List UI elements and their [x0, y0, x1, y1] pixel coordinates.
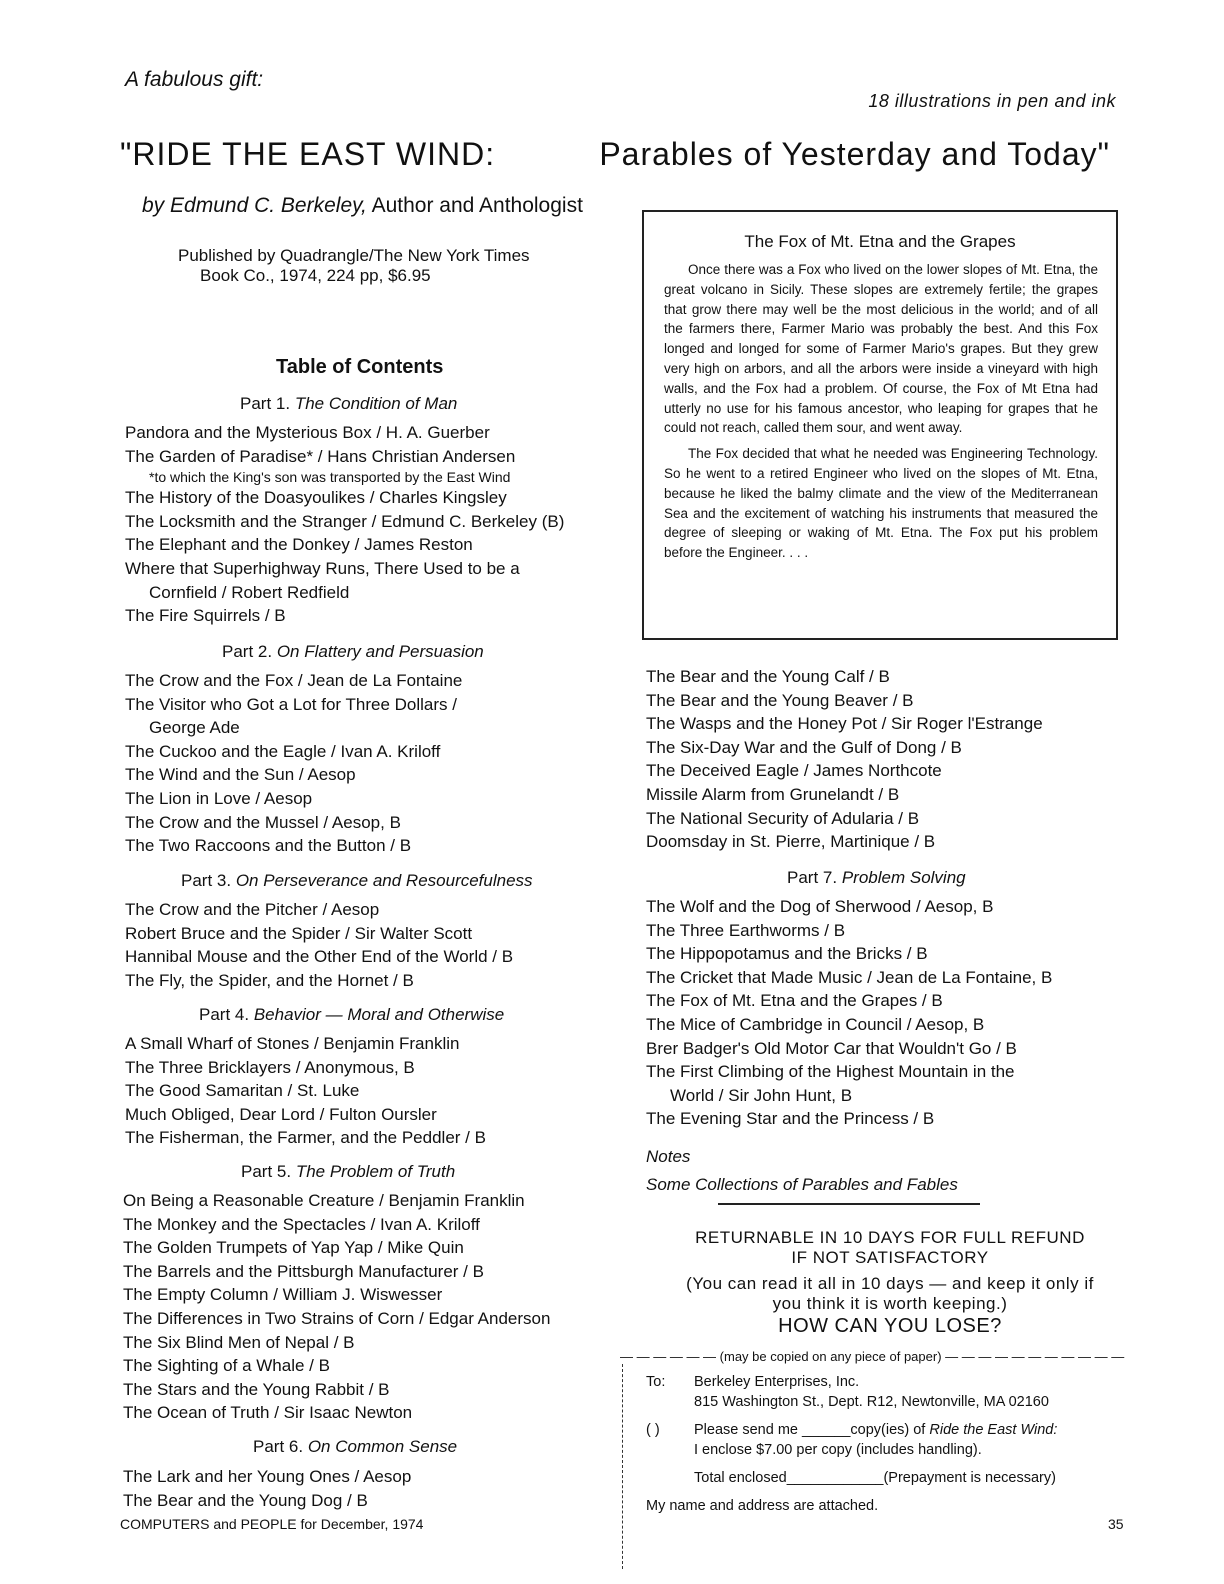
list-item: The Crow and the Pitcher / Aesop: [125, 900, 380, 919]
send-copies-text: Please send me ______copy(ies) of: [694, 1422, 926, 1438]
publication-line-2: Book Co., 1974, 224 pp, $6.95: [200, 266, 431, 285]
refund-slogan: HOW CAN YOU LOSE?: [778, 1315, 1002, 1337]
list-item: On Being a Reasonable Creature / Benjamin Franklin: [123, 1191, 525, 1210]
to-label: To:: [646, 1374, 666, 1390]
list-item: The Six-Day War and the Gulf of Dong / B: [646, 737, 962, 757]
list-item: The Sighting of a Whale / B: [123, 1356, 330, 1376]
name-address-note: My name and address are attached.: [646, 1498, 879, 1514]
part-name: Behavior — Moral and Otherwise: [253, 1005, 505, 1024]
list-item: The Wasps and the Honey Pot / Sir Roger l'Estrange: [646, 714, 1043, 734]
publication-info: [178, 246, 530, 286]
list-item: The Cuckoo and the Eagle / Ivan A. Kriloff: [125, 741, 441, 761]
list-item: The Two Raccoons and the Button / B: [125, 836, 412, 856]
part-heading-3: [181, 871, 533, 891]
list-item-continued: World / Sir John Hunt, B: [670, 1085, 853, 1105]
excerpt-body: [664, 260, 1098, 569]
part-name: The Condition of Man: [294, 394, 458, 413]
coupon-cut-line: — — — — — — (may be copied on any piece of paper) — — — — — — — — — — —: [620, 1349, 1125, 1364]
company-name: Berkeley Enterprises, Inc.: [694, 1374, 860, 1390]
page-number: 35: [1108, 1516, 1124, 1532]
order-form: [646, 1372, 1057, 1516]
list-item: A Small Wharf of Stones / Benjamin Franklin: [125, 1034, 460, 1053]
list-item: The Six Blind Men of Nepal / B: [123, 1332, 355, 1352]
refund-line-1: RETURNABLE IN 10 DAYS FOR FULL REFUND: [695, 1228, 1085, 1247]
list-item: Robert Bruce and the Spider / Sir Walter Scott: [125, 923, 473, 943]
list-item: The Good Samaritan / St. Luke: [125, 1081, 360, 1101]
excerpt-title: The Fox of Mt. Etna and the Grapes: [744, 232, 1016, 251]
list-item: The Cricket that Made Music / Jean de La Fontaine, B: [646, 967, 1053, 987]
part-5-list: [123, 1189, 550, 1425]
notes-entry: Notes: [646, 1147, 691, 1166]
part-name: On Perseverance and Resourcefulness: [235, 871, 533, 890]
list-item: The History of the Doasyoulikes / Charles Kingsley: [125, 488, 507, 508]
list-item: Where that Superhighway Runs, There Used to be a: [125, 558, 520, 578]
list-item: The Crow and the Mussel / Aesop, B: [125, 812, 401, 832]
excerpt-paragraph: The Fox decided that what he needed was Engineering Technology. So he went to a retired Engineer who lived on the slopes of Mt. Etna, because he liked the balmy climate and the view of the Mediterranean Sea and the excitement of watching his instruments that measured the degree of sleeping or waking of Mt. Etna. The Fox put his problem before the Engineer. . . .: [664, 446, 1098, 561]
list-item: The Elephant and the Donkey / James Reston: [125, 535, 473, 555]
list-item: Much Obliged, Dear Lord / Fulton Oursler: [125, 1104, 437, 1124]
part-heading-5: [241, 1162, 455, 1182]
toc-title: Table of Contents: [276, 356, 444, 378]
part-3-list: [125, 898, 513, 992]
byline-role: Author and Anthologist: [371, 194, 583, 217]
order-checkbox[interactable]: ( ): [646, 1422, 660, 1438]
back-matter: [646, 1143, 958, 1199]
list-item: The Three Bricklayers / Anonymous, B: [125, 1057, 415, 1077]
list-item: Missile Alarm from Grunelandt / B: [646, 784, 900, 804]
list-item: The Locksmith and the Stranger / Edmund C. Berkeley (B): [125, 511, 565, 531]
byline: [142, 194, 583, 218]
list-item: The Hippopotamus and the Bricks / B: [646, 944, 928, 964]
part-label: Part 2.: [222, 642, 273, 661]
byline-by: by: [142, 194, 165, 217]
list-item: The Three Earthworms / B: [646, 920, 846, 940]
list-item: The Bear and the Young Dog / B: [123, 1490, 368, 1510]
list-item: The Visitor who Got a Lot for Three Dollars /: [125, 694, 457, 714]
book-title: [120, 136, 1110, 173]
part-heading-4: [199, 1005, 504, 1025]
refund-line-3: (You can read it all in 10 days — and keep it only if: [686, 1274, 1094, 1293]
part-name: On Flattery and Persuasion: [276, 642, 484, 661]
coupon-vertical-cut-line: [622, 1364, 623, 1569]
book-title-main: "RIDE THE EAST WIND:: [120, 136, 496, 172]
enclose-text: I enclose $7.00 per copy (includes handling).: [694, 1442, 982, 1458]
list-item: The First Climbing of the Highest Mountain in the: [646, 1062, 1015, 1082]
list-item: The Mice of Cambridge in Council / Aesop, B: [646, 1014, 985, 1034]
part-label: Part 6.: [253, 1437, 304, 1456]
part-label: Part 3.: [181, 871, 232, 890]
tagline-right: 18 illustrations in pen and ink: [868, 91, 1116, 111]
part-name: On Common Sense: [307, 1437, 458, 1456]
list-item: The Barrels and the Pittsburgh Manufacturer / B: [123, 1261, 484, 1281]
refund-line-2: IF NOT SATISFACTORY: [791, 1248, 989, 1267]
part-heading-7: [787, 868, 966, 888]
list-item: The Ocean of Truth / Sir Isaac Newton: [123, 1403, 413, 1423]
part-heading-6: [253, 1437, 457, 1457]
send-copies-title: Ride the East Wind:: [929, 1422, 1058, 1438]
publication-line-1: Published by Quadrangle/The New York Times: [178, 246, 530, 265]
list-item: The Crow and the Fox / Jean de La Fontaine: [125, 671, 463, 690]
part-label: Part 1.: [240, 394, 291, 413]
refund-notice: [650, 1228, 1130, 1336]
part-6-list-left: [123, 1465, 411, 1512]
list-item: The Lark and her Young Ones / Aesop: [123, 1467, 412, 1486]
list-item: The Garden of Paradise* / Hans Christian Andersen: [125, 446, 516, 466]
part-2-list: [125, 669, 462, 858]
refund-line-4: you think it is worth keeping.): [772, 1294, 1008, 1313]
list-item: The Differences in Two Strains of Corn / Edgar Anderson: [123, 1308, 551, 1328]
part-1-list: [125, 421, 564, 628]
list-item: The Empty Column / William J. Wiswesser: [123, 1285, 443, 1305]
list-item: The Fisherman, the Farmer, and the Peddler / B: [125, 1128, 486, 1148]
part-name: The Problem of Truth: [295, 1162, 456, 1181]
list-item: Pandora and the Mysterious Box / H. A. Guerber: [125, 423, 490, 442]
list-item-continued: Cornfield / Robert Redfield: [149, 582, 350, 602]
list-item: The Bear and the Young Calf / B: [646, 667, 890, 686]
company-address: 815 Washington St., Dept. R12, Newtonville, MA 02160: [694, 1394, 1049, 1410]
list-item: The Fox of Mt. Etna and the Grapes / B: [646, 991, 943, 1011]
part-name: Problem Solving: [841, 868, 966, 887]
tagline-left: A fabulous gift:: [125, 68, 264, 91]
list-item: Hannibal Mouse and the Other End of the World / B: [125, 947, 514, 967]
list-item: The Bear and the Young Beaver / B: [646, 690, 914, 710]
list-item: The Stars and the Young Rabbit / B: [123, 1379, 390, 1399]
part-7-list: [646, 895, 1052, 1131]
excerpt-box: [642, 210, 1118, 640]
list-item: The Lion in Love / Aesop: [125, 788, 313, 808]
part-label: Part 7.: [787, 868, 838, 887]
list-item: The Golden Trumpets of Yap Yap / Mike Quin: [123, 1238, 464, 1258]
part-4-list: [125, 1032, 486, 1150]
part-heading-1: [240, 394, 457, 414]
footer-publication: COMPUTERS and PEOPLE for December, 1974: [120, 1516, 424, 1532]
list-item: The Fire Squirrels / B: [125, 606, 286, 626]
list-item: Doomsday in St. Pierre, Martinique / B: [646, 832, 936, 852]
part-label: Part 4.: [199, 1005, 250, 1024]
collections-entry: Some Collections of Parables and Fables: [646, 1175, 958, 1194]
total-enclosed: Total enclosed____________(Prepayment is necessary): [694, 1470, 1056, 1486]
byline-author: Edmund C. Berkeley,: [170, 194, 367, 217]
excerpt-paragraph: Once there was a Fox who lived on the lower slopes of Mt. Etna, the great volcano in Sicily. These slopes are extremely fertile; the grapes that grow there may well be the most delicious in the world; and of all the farmers there, Farmer Mario was probably the best. And this Fox longed and longed for some of Farmer Mario's grapes. But they grew very high on arbors, and all the arbors were inside a vineyard with high walls, and the Fox had a problem. Of course, the Fox of Mt Etna had utterly no use for his famous ancestor, who leaping for grapes that he could not reach, called them sour, and went away.: [664, 262, 1098, 436]
part-heading-2: [222, 642, 484, 662]
list-item: The Wind and the Sun / Aesop: [125, 765, 356, 785]
list-item-continued: George Ade: [149, 718, 240, 738]
part-6-list-right: [646, 665, 1043, 854]
footnote: *to which the King's son was transported by the East Wind: [149, 469, 511, 486]
list-item: The National Security of Adularia / B: [646, 808, 920, 828]
part-label: Part 5.: [241, 1162, 292, 1181]
list-item: The Monkey and the Spectacles / Ivan A. Kriloff: [123, 1214, 480, 1234]
list-item: The Evening Star and the Princess / B: [646, 1109, 935, 1129]
list-item: The Deceived Eagle / James Northcote: [646, 761, 942, 781]
book-title-subtitle: Parables of Yesterday and Today": [599, 136, 1110, 172]
list-item: The Fly, the Spider, and the Hornet / B: [125, 970, 414, 990]
list-item: The Wolf and the Dog of Sherwood / Aesop, B: [646, 897, 994, 916]
divider: [718, 1203, 980, 1205]
list-item: Brer Badger's Old Motor Car that Wouldn't Go / B: [646, 1038, 1017, 1058]
